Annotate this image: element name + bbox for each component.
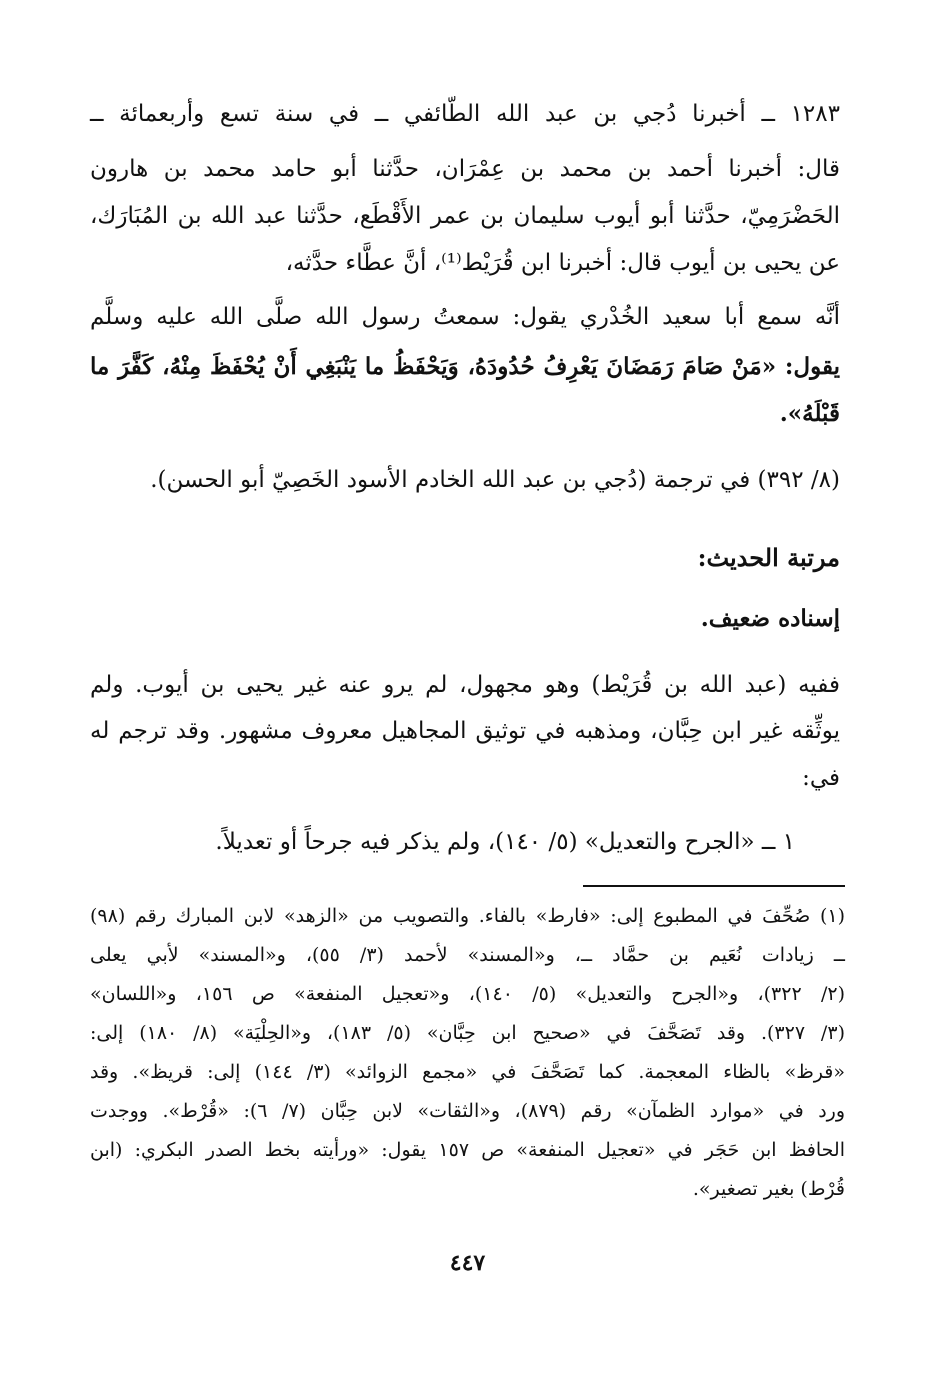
grade-heading: مرتبة الحديث: bbox=[697, 543, 840, 572]
footnote-line-3: (٢/ ٣٢٢)، و«الجرح والتعديل» (٥/ ١٤٠)، و«تعجيل المنفعة» ص ١٥٦، و«اللسان» bbox=[90, 983, 846, 1005]
footnote-separator bbox=[583, 885, 845, 887]
footnote-line-5: «قرظ» بالظاء المعجمة. كما تَصَحَّفَ في «مجمع الزوائد» (٣/ ١٤٤) إلى: قريظ». وقد bbox=[90, 1061, 845, 1083]
commentary-line-3: في: bbox=[802, 765, 840, 791]
hadith-line-7: قَبْلَهُ». bbox=[779, 400, 840, 427]
hadith-line-3: الحَضْرَمِيّ، حدَّثنا أبو أيوب سليمان بن عمر الأَقْطَع، حدَّثنا عبد الله بن المُبَارَك، bbox=[90, 203, 840, 229]
hadith-line-2: قال: أخبرنا أحمد بن محمد بن عِمْرَان، حدَّثنا أبو حامد محمد بن هارون bbox=[90, 156, 840, 182]
footnote-line-8: قُرْط) بغير تصغير». bbox=[692, 1178, 845, 1200]
page-number: ٤٤٧ bbox=[449, 1250, 486, 1276]
hadith-line-6: يقول: «مَنْ صَامَ رَمَضَانَ يَعْرِفُ حُدُودَهُ، وَيَحْفَظُ ما يَنْبَغِي أَنْ يُحْفَظَ مِنْهُ، كَفَّرَ ما bbox=[90, 353, 840, 380]
footnote-line-7: الحافظ ابن حَجَر في «تعجيل المنفعة» ص ١٥٧ يقول: «ورأيته بخط الصدر البكري: (ابن bbox=[90, 1139, 845, 1161]
hadith-line-4: عن يحيى بن أيوب قال: أخبرنا ابن قُرَيْط⁽¹⁾، أنَّ عطَّاء حدَّثه، bbox=[285, 250, 840, 276]
commentary-line-2: يوثِّقه غير ابن حِبَّان، ومذهبه في توثيق المجاهيل معروف مشهور. وقد ترجم له bbox=[90, 718, 840, 744]
footnote-line-6: ورد في «موارد الظمآن» رقم (٨٧٩)، و«الثقات» لابن حِبَّان (٧/ ٦): «قُرْط». ووجدت bbox=[90, 1100, 846, 1122]
footnote-line-2: ــ زيادات نُعَيم بن حمَّاد ــ، و«المسند» لأحمد (٣/ ٥٥)، و«المسند» لأبي يعلى bbox=[90, 944, 845, 966]
source-list-item-1: ١ ــ «الجرح والتعديل» (٥/ ١٤٠)، ولم يذكر فيه جرحاً أو تعديلاً. bbox=[215, 829, 795, 855]
footnote-line-1: (١) صُحِّفَ في المطبوع إلى: «فارط» بالفاء. والتصويب من «الزهد» لابن المبارك رقم (٩٨) bbox=[90, 905, 845, 927]
source-reference: (٨/ ٣٩٢) في ترجمة (دُجي بن عبد الله الخادم الأسود الخَصِيّ أبو الحسن). bbox=[150, 467, 840, 493]
footnote-line-4: (٣/ ٣٢٧). وقد تَصَحَّفَ في «صحيح ابن حِبَّان» (٥/ ١٨٣)، و«الحِلْيَة» (٨/ ١٨٠) إلى: bbox=[90, 1022, 845, 1044]
hadith-line-5: أنَّه سمع أبا سعيد الخُدْري يقول: سمعتُ رسول الله صلَّى الله عليه وسلَّم bbox=[90, 304, 840, 330]
commentary-line-1: ففيه (عبد الله بن قُرَيْط) وهو مجهول، لم يرو عنه غير يحيى بن أيوب. ولم bbox=[90, 672, 840, 698]
hadith-line-1: ١٢٨٣ ــ أخبرنا دُجي بن عبد الله الطّائفي ــ في سنة تسع وأربعمائة ــ bbox=[90, 101, 840, 127]
grade-text: إسناده ضعيف. bbox=[700, 605, 840, 632]
